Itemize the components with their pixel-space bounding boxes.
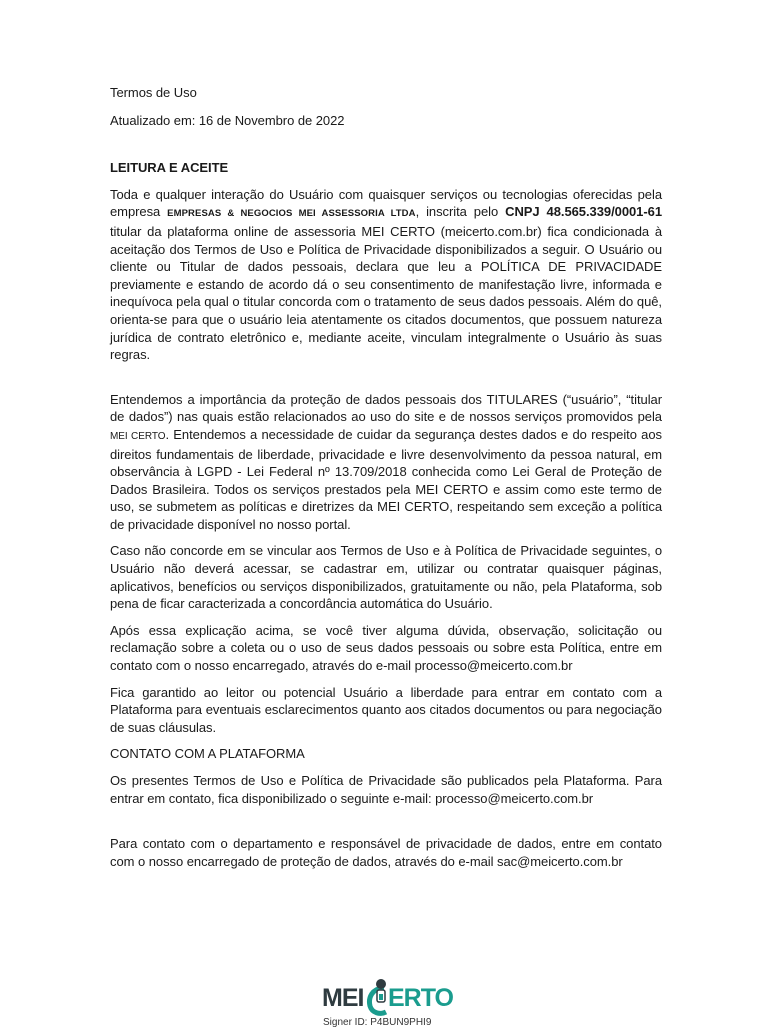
paragraph-7: Para contato com o departamento e responsável de privacidade de dados, entre em contato com o nosso encarregado de proteção de dados, através do e-mail sac@meicerto.com.br — [110, 836, 662, 869]
meicerto-logo — [322, 976, 462, 1016]
company-name: EMPRESAS & NEGOCIOS MEI ASSESSORIA LTDA — [167, 208, 416, 220]
section-heading-leitura: LEITURA E ACEITE — [110, 160, 229, 176]
paragraph-1 — [110, 186, 662, 364]
paragraph-4: Após essa explicação acima, se você tiver alguma dúvida, observação, solicitação ou reclamação sobre a coleta ou o uso de seus dados pessoais ou sobre esta Política, entre em contato com o nosso encarregado, através do e-mail processo@meicerto.com.br — [110, 622, 662, 674]
p2-text-b: . Entendemos a necessidade de cuidar da segurança destes dados e do respeito aos direitos fundamentais de liberdade, privacidade e livre desenvolvimento da pessoa natural, em observância à LGPD - Lei Federal nº 13.709/2018 conhecida como Lei Geral de Proteção de Dados Brasileira. Todos os serviços prestados pela MEI CERTO e assim como este termo de uso, se submetem as políticas e diretrizes da MEI CERTO, respeitando sem exceção a política de privacidade disponível no nosso portal. — [110, 426, 662, 532]
paragraph-3: Caso não concorde em se vincular aos Termos de Uso e à Política de Privacidade seguintes, o Usuário não deverá acessar, se cadastrar em, utilizar ou contratar quaisquer páginas, aplicativos, benefícios ou serviços disponibilizados, gratuitamente ou não, pela Plataforma, sob pena de ficar caracterizada a concordância automática do Usuário. — [110, 543, 662, 612]
cnpj: CNPJ 48.565.339/0001-61 — [505, 204, 663, 220]
p1-text-a: Toda e qualquer interação do Usuário com quaisquer serviços ou tecnologias oferecidas pela empresa — [110, 186, 662, 220]
logo-text-mei: MEI — [322, 984, 364, 1012]
logo-text-erto: ERTO — [388, 984, 453, 1012]
signer-id: Signer ID: P4BUN9PHI9 — [323, 1017, 432, 1028]
p2-text-a: Entendemos a importância da proteção de dados pessoais dos TITULARES (“usuário”, “titular de dados”) nas quais estão relacionados ao uso do site e de nossos serviços promovidos pela — [110, 391, 662, 425]
p1-text-b: , inscrita pelo — [415, 204, 506, 220]
p1-text-c: titular da plataforma online de assessoria MEI CERTO (meicerto.com.br) fica condicionada à aceitação dos Termos de Uso e Política de Privacidade disponibilizados a seguir. O Usuário ou cliente ou Titular de dados pessoais, declara que leu a POLÍTICA DE PRIVACIDADE previamente e estando de acordo dá o seu consentimento de manifestação livre, informada e inequívoca pela qual o titular concorda com o tratamento de seus dados pessoais. Além do quê, orienta-se para que o usuário leia atentamente os citados documentos, que possuem natureza jurídica de contrato eletrônico e, mediante aceite, vinculam integralmente o Usuário às suas regras. — [110, 223, 662, 363]
brand-name: MEI CERTO — [110, 430, 166, 442]
meicerto-logo-graphic — [322, 976, 462, 1016]
document-title: Termos de Uso — [110, 85, 197, 100]
paragraph-5: Fica garantido ao leitor ou potencial Usuário a liberdade para entrar em contato com a Plataforma para eventuais esclarecimentos quanto aos citados documentos ou para negociação de suas cláusulas. — [110, 684, 662, 735]
paragraph-2 — [110, 391, 662, 534]
paragraph-6: Os presentes Termos de Uso e Política de Privacidade são publicados pela Plataforma. Para entrar em contato, fica disponibilizado o seguinte e-mail: processo@meicerto.com.br — [110, 773, 662, 806]
section-heading-contato: CONTATO COM A PLATAFORMA — [110, 746, 305, 762]
updated-date: Atualizado em: 16 de Novembro de 2022 — [110, 112, 345, 128]
document-body — [110, 84, 662, 870]
mascot-icon — [370, 979, 386, 1013]
